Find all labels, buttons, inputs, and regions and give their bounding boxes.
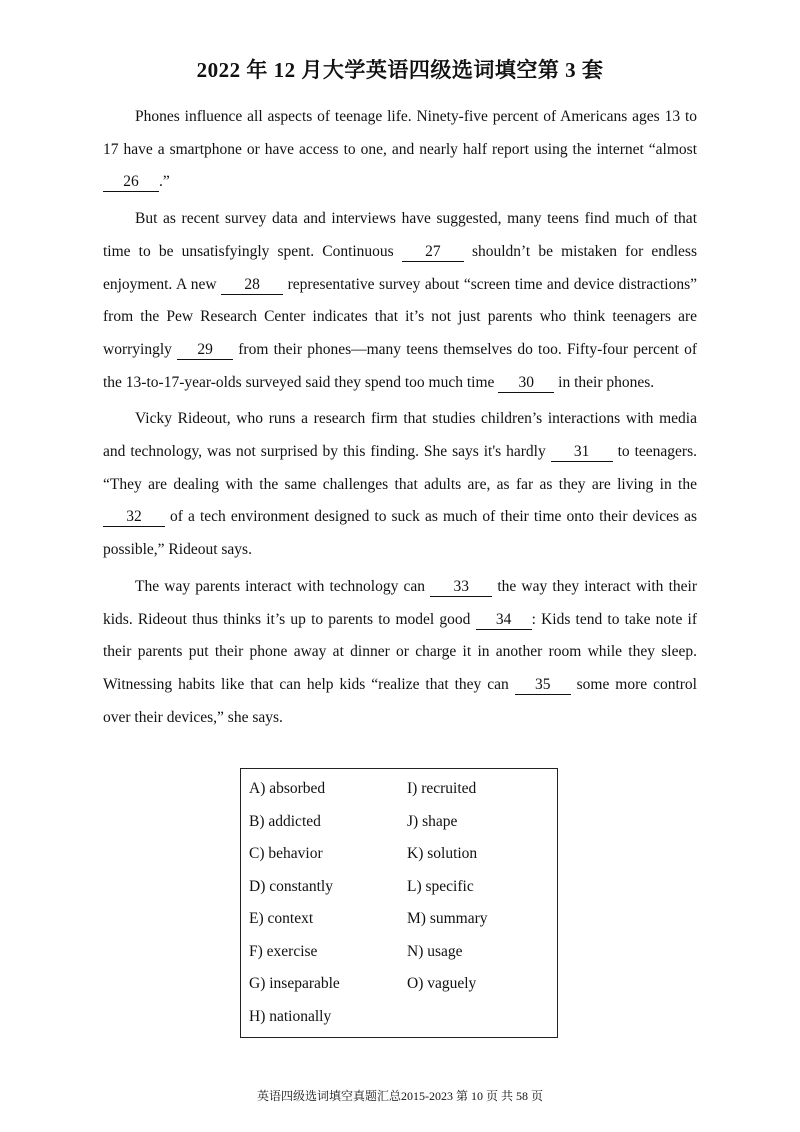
word-option: M) summary — [407, 910, 488, 927]
text: shouldn’t be mistaken for endless enjoyment. A new — [103, 242, 697, 293]
blank-26[interactable]: 26 — [103, 173, 159, 192]
blank-29[interactable]: 29 — [177, 341, 233, 360]
blank-35[interactable]: 35 — [515, 676, 571, 695]
word-option: A) absorbed — [249, 780, 326, 797]
blank-32[interactable]: 32 — [103, 508, 165, 527]
word-bank-left-column — [249, 777, 340, 1037]
blank-28[interactable]: 28 — [221, 276, 283, 295]
page-title: 2022 年 12 月大学英语四级选词填空第 3 套 — [196, 58, 604, 82]
word-option: I) recruited — [407, 780, 477, 797]
blank-33[interactable]: 33 — [430, 578, 492, 597]
blank-34[interactable]: 34 — [476, 611, 532, 630]
text: in their phones. — [554, 373, 655, 391]
paragraph-3 — [103, 403, 697, 567]
page-footer: 英语四级选词填空真题汇总2015-2023 第 10 页 共 58 页 — [257, 1089, 543, 1103]
text: some more control over their devices,” she says. — [103, 675, 697, 726]
text: the way they interact with their kids. Rideout thus thinks it’s up to parents to model good — [103, 577, 697, 628]
word-bank-right-column — [407, 777, 488, 1005]
text: Vicky Rideout, who runs a research firm that studies children’s interactions with media and technology, was not surprised by this finding. She says it's hardly — [103, 410, 697, 461]
word-option: C) behavior — [249, 845, 323, 862]
word-option: N) usage — [407, 942, 463, 960]
text: of a tech environment designed to suck as much of their time onto their devices as possible,” Rideout says. — [103, 508, 697, 559]
word-option: H) nationally — [249, 1007, 332, 1025]
word-option: L) specific — [407, 877, 474, 895]
word-option: F) exercise — [249, 942, 318, 960]
text: from their phones—many teens themselves do too. Fifty-four percent of the 13-to-17-year-olds surveyed said they spend too much time — [103, 340, 697, 391]
word-bank — [240, 768, 558, 1038]
word-option: O) vaguely — [407, 975, 477, 992]
blank-27[interactable]: 27 — [402, 243, 464, 262]
word-option: K) solution — [407, 845, 478, 862]
text: .” — [159, 173, 170, 191]
passage — [103, 101, 697, 738]
paragraph-2 — [103, 203, 697, 399]
text: Phones influence all aspects of teenage life. Ninety-five percent of Americans ages 13 to 17 have a smartphone or have access to one, and nearly half report using the internet “almost — [103, 108, 697, 158]
text: : Kids tend to take note if their parents put their phone away at dinner or charge it in another room while they sleep. Witnessing habits like that can help kids “realize that they can — [103, 610, 698, 693]
text: to teenagers. “They are dealing with the same challenges that adults are, as far as they are living in the — [103, 443, 697, 493]
paragraph-4 — [103, 571, 697, 735]
text: But as recent survey data and interviews have suggested, many teens find much of that time to be unsatisfyingly spent. Continuous — [103, 210, 697, 260]
word-option: B) addicted — [249, 812, 321, 830]
word-option: D) constantly — [249, 877, 333, 895]
word-option: G) inseparable — [249, 975, 340, 992]
paragraph-1 — [103, 101, 697, 199]
text: The way parents interact with technology can — [135, 577, 431, 595]
blank-31[interactable]: 31 — [551, 443, 613, 462]
text: representative survey about “screen time and device distractions” from the Pew Research Center indicates that it’s not just parents who think teenagers are worryingly — [103, 275, 697, 358]
word-option: E) context — [249, 910, 314, 927]
word-option: J) shape — [407, 812, 458, 830]
blank-30[interactable]: 30 — [498, 374, 554, 393]
